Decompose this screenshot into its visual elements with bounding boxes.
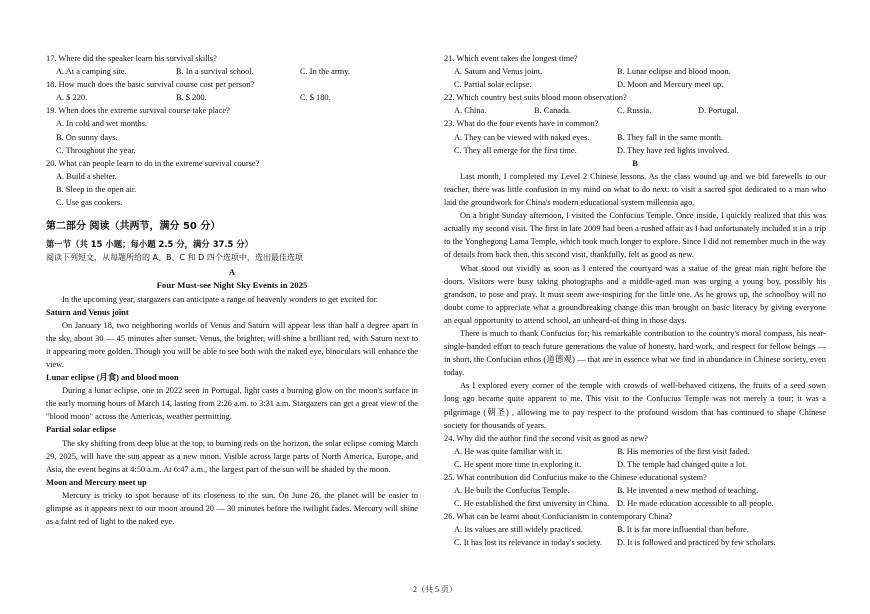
question-20: 20. What can people learn to do in the extreme survival course? [46, 158, 260, 168]
option-a: A. Build a shelter. [56, 171, 117, 181]
option-d: D. The temple had changed quite a lot. [617, 459, 747, 469]
option-b: B. They fall in the same month. [617, 132, 723, 142]
question-26: 26. What can be learnt about Confucianism in contemporary China? [444, 512, 673, 522]
question-17: 17. Where did the speaker learn his survival skills? [46, 54, 217, 63]
passage-b-paragraph-4: There is much to thank Confucius for; his remarkable contribution to the country's moral compass, his near-single-handed effort to teach future generations the value of honesty, hard work, and respect for fellow beings — in short, the Confucian ethos (道德观) — that are in essence what we find in abundance in Chinese society, even today. [444, 328, 826, 378]
option-d: D. They have red lights involved. [617, 145, 730, 155]
question-26-options-row-1 [444, 523, 826, 536]
question-26-options-row-2 [444, 536, 826, 549]
question-22-options [444, 104, 826, 117]
question-23-options-row-1 [444, 131, 826, 144]
option-a: A. Its values are still widely practiced. [454, 525, 583, 535]
passage-b-paragraph-1: Last month, I completed my Level 2 Chinese lessons. As the class wound up and we bid farewells to our teacher, there was little confusion in my mind on what to do next: to visit a sacred spot dedicated to a man who laid the groundwork for China's modern educational system millennia ago. [444, 171, 826, 208]
question-18-options [46, 91, 418, 104]
instructions: 阅读下列短文，从每题所给的 A、B、C 和 D 四个选项中，选出最佳选项 [46, 253, 303, 263]
question-25-options-row-2 [444, 497, 826, 510]
question-23-options-row-2 [444, 144, 826, 157]
paragraph-lunar-eclipse: During a lunar eclipse, one in 2022 seen in Portugal, light casts a burning glow on the moon's surface in the early morning hours of March 14, lasting from 2:26 a.m. to 3:31 a.m. Stargazers can get a great view of the "blood moon" across the Americas, weather permitting. [46, 386, 418, 422]
option-d: D. He made education accessible to all people. [617, 499, 774, 509]
passage-a-intro: In the upcoming year, stargazers can anticipate a range of heavenly wonders to get excited for. [62, 294, 378, 304]
option-b: B. Lunar eclipse and blood moon. [617, 67, 731, 77]
option-b: B. Sleep in the open air. [56, 184, 137, 194]
question-18: 18. How much does the basic survival course cost per person? [46, 80, 255, 90]
option-a: A. He was quite familiar with it. [454, 446, 563, 456]
paragraph-saturn-venus: On January 18, two neighboring worlds of Venus and Saturn will appear less than half a degree apart in the sky, about 30 — 45 minutes after sunset. Venus, the brighter, will shine a brilliant red, with Saturn next to it appearing more golden. Though you will be able to see both with the naked eye, binoculars will enhance the view. [46, 320, 418, 369]
option-a: A. At a camping site. [56, 67, 127, 77]
question-21: 21. Which event takes the longest time? [444, 54, 578, 63]
option-b: B. On sunny days. [56, 132, 118, 142]
option-d: D. It is followed and practiced by few scholars. [617, 538, 776, 548]
option-b: B. His memories of the first visit faded. [617, 446, 750, 456]
passage-b-paragraph-3: What stood out vividly as soon as I entered the courtyard was a statue of the great man right before the doors. Visitors were busy taking photographs and a middle-aged man was urging a young boy, possibly his grandson, to pose and pray. It must seem awe-inspiring for the little one. As he grows up, the schoolboy will no doubt come to appreciate what a groundbreaking change this man brought on basic literacy by giving everyone an equal opportunity to attend school, an unheard-of thing in those days. [444, 263, 826, 325]
passage-b-paragraph-2: On a bright Sunday afternoon, I visited the Confucius Temple. Once inside, I quickly realized that this was actually my second visit. The first in late 2009 had been a rushed affair as I had unfortunately included it in a trip to the Yonghegong Lama Temple, which took much longer to explore. Since I did not remember much in the way of details from back then, this second visit, thankfully, felt as good as new. [444, 211, 826, 260]
subheading-moon-mercury: Moon and Mercury meet up [46, 477, 147, 487]
option-c: C. He spent more time in exploring it. [454, 459, 582, 469]
question-24: 24. Why did the author find the second visit as good as new? [444, 433, 648, 443]
option-a: A. $ 220. [56, 93, 88, 103]
question-25-options-row-1 [444, 484, 826, 497]
option-c: C. Partial solar eclipse. [454, 80, 532, 90]
option-c: C. It has lost its relevance in today's society. [454, 538, 602, 548]
option-a: A. Saturn and Venus joint. [454, 67, 543, 77]
question-21-options-row-1 [444, 65, 826, 78]
option-c: C. He established the first university in China. [454, 499, 610, 509]
paragraph-moon-mercury: Mercury is tricky to spot because of its closeness to the sun. On June 26, the planet will be easier to glimpse as it appears next to our moon around 20 — 30 minutes before the twilight fades. Mercury will shine as a faint red of light to the naked eye. [46, 490, 418, 527]
option-c: C. In the army. [300, 67, 350, 77]
option-a: A. He built the Confucius Temple. [454, 486, 570, 496]
passage-a-letter: A [228, 268, 236, 278]
left-column [46, 52, 418, 528]
page-number: 2（共 5 页） [413, 585, 457, 594]
passage-a-title: Four Must-see Night Sky Events in 2025 [156, 280, 308, 291]
option-c: C. Throughout the year. [56, 145, 136, 155]
option-c: C. Russia. [617, 106, 652, 116]
option-a: A. China. [454, 106, 487, 116]
option-c: C. They all emerge for the first time. [454, 145, 577, 155]
subheading-saturn-venus: Saturn and Venus joint [46, 307, 129, 317]
question-23: 23. What do the four events have in common? [444, 119, 599, 129]
passage-b-paragraph-5: As I explored every corner of the temple with crowds of well-behaved citizens, the fruits of a seed sown long ago became quite apparent to me. This visit to the Confucius Temple was not merely a tour; it was a pilgrimage (朝圣) , allowing me to pay respect to the profound wisdom that has continued to shape Chinese society for thousands of years. [444, 381, 826, 430]
question-21-options-row-2 [444, 78, 826, 91]
right-column [444, 52, 826, 550]
question-24-options-row-1 [444, 445, 826, 458]
option-d: D. Moon and Mercury meet up. [617, 80, 724, 90]
paragraph-solar-eclipse: The sky shifting from deep blue at the top, to burning reds on the horizon, the solar eclipse coming March 29, 2025, will have the sun appear as a new moon. Visible across large parts of North America, Europe, and Asia, the event begins at 4:50 a.m. At 6:47 a.m., the largest part of the sun will be shaded by the moon. [46, 438, 418, 474]
question-17-options [46, 65, 418, 78]
option-a: A. In cold and wet months. [56, 119, 147, 129]
question-19: 19. When does the extreme survival course take place? [46, 106, 230, 116]
option-b: B. He invented a new method of teaching. [617, 486, 759, 496]
option-b: B. In a survival school. [176, 67, 254, 77]
subheading-solar-eclipse: Partial solar eclipse [46, 425, 117, 435]
option-b: B. $ 200. [176, 93, 207, 103]
question-22: 22. Which country best suits blood moon observation? [444, 93, 627, 103]
option-c: C. $ 180. [300, 93, 331, 103]
part-two-heading: 第二部分 阅读（共两节，满分 50 分） [46, 221, 221, 233]
option-b: B. Canada. [534, 106, 571, 116]
option-a: A. They can be viewed with naked eyes. [454, 132, 590, 142]
passage-b-letter: B [632, 158, 638, 168]
option-b: B. It is far more influential than before. [617, 525, 749, 535]
option-d: D. Portugal. [698, 106, 739, 116]
question-24-options-row-2 [444, 458, 826, 471]
question-25: 25. What contribution did Confucius make to the Chinese educational system? [444, 473, 707, 482]
subheading-lunar-eclipse: Lunar eclipse (月食) and blood moon [46, 373, 179, 383]
section-one-heading: 第一节（共 15 小题；每小题 2.5 分，满分 37.5 分） [46, 239, 254, 250]
option-c: C. Use gas cookers. [56, 198, 123, 208]
